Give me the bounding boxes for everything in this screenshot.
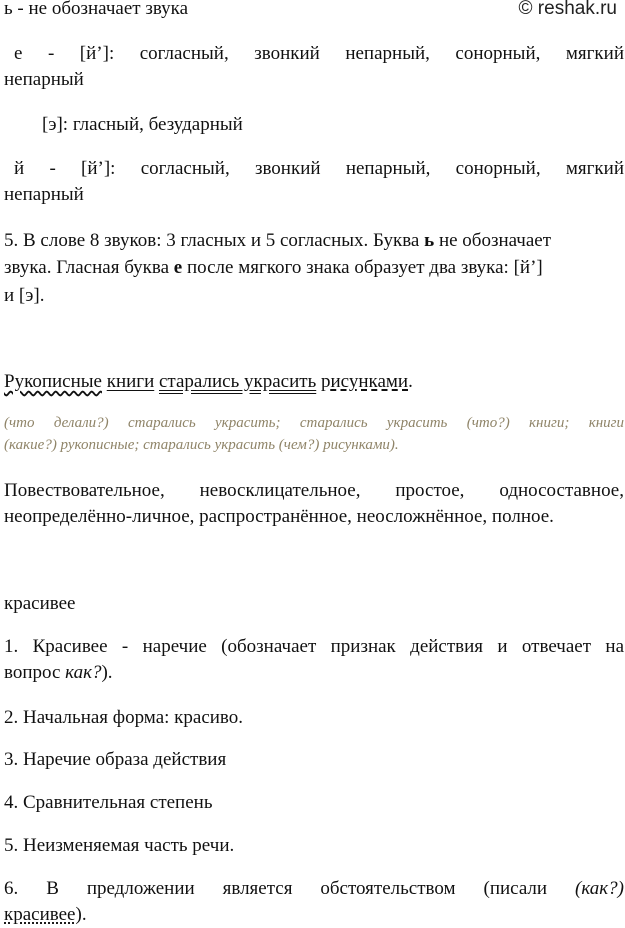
morphology-item-1-question: как? bbox=[65, 662, 102, 683]
summary-line-1 bbox=[4, 228, 624, 253]
morphology-item-6-text: 6. В предложении является обстоятельством (писали bbox=[4, 878, 576, 899]
morphology-item-5 bbox=[4, 833, 624, 858]
morphology-item-1-text-b: вопрос bbox=[4, 662, 66, 683]
morphology-item-6-line-1 bbox=[4, 876, 624, 901]
morphology-item-1-text-c: ). bbox=[101, 662, 113, 683]
letter-e-text-2: непарный bbox=[4, 69, 84, 90]
letter-y-text-1: й - [й’]: согласный, звонкий непарный, сонорный, мягкий bbox=[14, 158, 624, 179]
morphology-item-3 bbox=[4, 747, 624, 772]
summary-text-3: и [э]. bbox=[4, 285, 45, 306]
sentence-word-knigi: книги bbox=[106, 371, 155, 392]
analysis-line-2 bbox=[4, 434, 624, 457]
characteristics-line-2 bbox=[4, 504, 624, 529]
summary-text-2a: звука. Гласная буква bbox=[4, 257, 174, 278]
analysis-line-1 bbox=[4, 412, 624, 435]
morphology-item-6-question: (как?) bbox=[575, 878, 624, 899]
letter-e-line-1 bbox=[14, 41, 624, 66]
morphology-item-3-text: 3. Наречие образа действия bbox=[4, 749, 227, 770]
summary-bold-soft-sign: ь bbox=[424, 230, 435, 251]
vowel-e-text: [э]: гласный, безударный bbox=[42, 114, 243, 135]
morphology-item-6-end: ). bbox=[75, 904, 87, 925]
morphology-item-2 bbox=[4, 705, 624, 730]
sentence-word-staralis-ukrasit: старались украсить bbox=[159, 371, 317, 392]
letter-y-text-2: непарный bbox=[4, 184, 84, 205]
morphology-item-6-word: красивее bbox=[4, 904, 76, 925]
letter-y-line-1 bbox=[14, 156, 624, 181]
analysis-text-1: (что делали?) старались украсить; старались украсить (что?) книги; книги bbox=[4, 415, 624, 431]
summary-line-3 bbox=[4, 283, 624, 308]
sentence-word-rukopisnye: Рукописные bbox=[4, 371, 102, 392]
characteristics-text-1: Повествовательное, невосклицательное, простое, односоставное, bbox=[4, 480, 624, 501]
summary-text-2b: после мягкого знака образует два звука: [й’] bbox=[182, 257, 543, 278]
sentence-period: . bbox=[408, 371, 413, 392]
watermark: © reshak.ru bbox=[518, 0, 617, 19]
letter-e-line-2 bbox=[4, 67, 624, 92]
morphology-item-1-text: 1. Красивее - наречие (обозначает признак действия и отвечает на bbox=[4, 636, 624, 657]
characteristics-text-2: неопределённо-личное, распространённое, неосложнённое, полное. bbox=[4, 506, 554, 527]
morphology-item-2-text: 2. Начальная форма: красиво. bbox=[4, 707, 244, 728]
characteristics-line-1 bbox=[4, 478, 624, 503]
sentence-line bbox=[4, 369, 624, 394]
morphology-item-1-line-1 bbox=[4, 634, 624, 659]
summary-text-1b: не обозначает bbox=[434, 230, 552, 251]
letter-y-line-2 bbox=[4, 182, 624, 207]
vowel-e-line bbox=[42, 112, 625, 137]
morphology-item-4 bbox=[4, 790, 624, 815]
summary-text-1a: 5. В слове 8 звуков: 3 гласных и 5 согласных. Буква bbox=[4, 230, 425, 251]
analyzed-word bbox=[4, 591, 624, 616]
morphology-item-5-text: 5. Неизменяемая часть речи. bbox=[4, 835, 235, 856]
summary-line-2 bbox=[4, 255, 624, 280]
summary-bold-e: е bbox=[173, 257, 183, 278]
analyzed-word-text: красивее bbox=[4, 593, 76, 614]
letter-e-text-1: е - [й’]: согласный, звонкий непарный, сонорный, мягкий bbox=[14, 43, 624, 64]
morphology-item-1-line-2 bbox=[4, 660, 624, 685]
sentence-word-risunkami: рисунками bbox=[320, 371, 409, 392]
soft-sign-text: ь - не обозначает звука bbox=[4, 0, 189, 19]
morphology-item-6-line-2 bbox=[4, 902, 624, 927]
analysis-text-2: (какие?) рукописные; старались украсить (чем?) рисунками). bbox=[4, 437, 399, 453]
morphology-item-4-text: 4. Сравнительная степень bbox=[4, 792, 213, 813]
